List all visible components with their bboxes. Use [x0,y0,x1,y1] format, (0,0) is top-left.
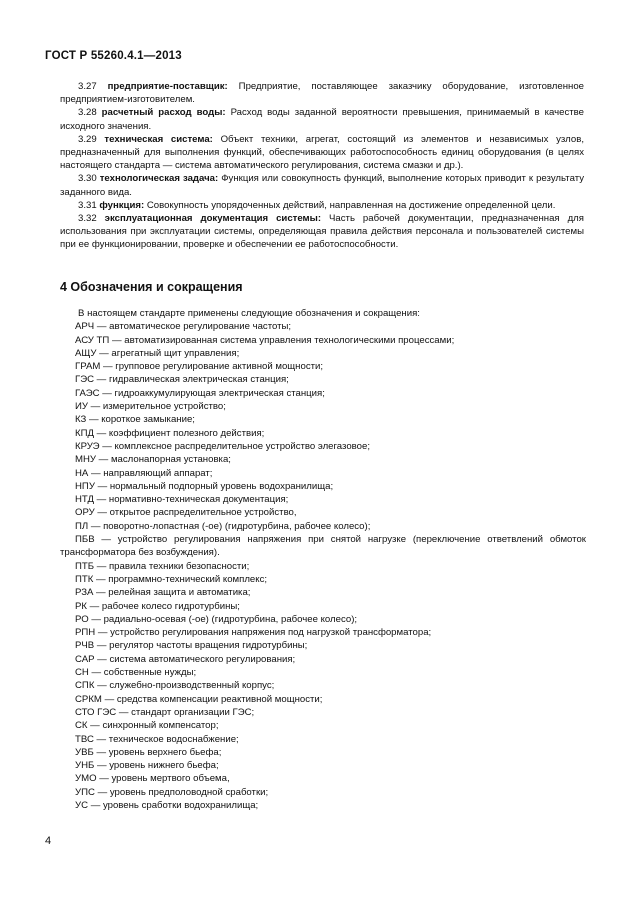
abbreviation-item: РО — радиально-осевая (-ое) (гидротурбина, рабочее колесо); [75,613,358,625]
abbreviations-list [60,320,586,812]
abbreviation-item: САР — система автоматического регулирования; [75,653,296,665]
abbreviation-item: УНБ — уровень нижнего бьефа; [75,760,219,772]
abbreviation-item: АЩУ — агрегатный щит управления; [75,347,240,359]
abbreviation-item: РК — рабочее колесо гидротурбины; [75,600,240,612]
definition-term: технологическая задача: [99,173,219,185]
definition-number: 3.28 [78,107,97,119]
definition-term: техническая система: [104,133,213,145]
definition-number: 3.32 [78,213,97,225]
document-header: ГОСТ Р 55260.4.1—2013 [45,50,182,62]
abbreviation-item: ОРУ — открытое распределительное устройство, [75,507,297,519]
abbreviation-item: ПБВ — устройство регулирования напряжения при снятой нагрузке (переключение ответвлений обмоток трансформатора без возбуждения). [60,534,586,559]
abbreviation-item: АРЧ — автоматическое регулирование частоты; [75,321,292,333]
abbreviation-item: УМО — уровень мертвого объема, [75,773,230,785]
definition-text: Функция или совокупность функций, выполнение которых приводит к результату заданного вида. [60,173,584,198]
abbreviation-item: ПТБ — правила техники безопасности; [75,560,250,572]
abbreviation-item: ГРАМ — групповое регулирование активной мощности; [75,361,324,373]
definition-term: эксплуатационная документация системы: [104,213,322,225]
definition-item [60,80,584,106]
abbreviation-item: РЧВ — регулятор частоты вращения гидротурбины; [75,640,308,652]
abbreviation-item: ПТК — программно-технический комплекс; [75,573,268,585]
abbreviation-item: РПН — устройство регулирования напряжения под нагрузкой трансформатора; [75,627,432,639]
definitions-list [60,80,584,252]
definition-text: Объект техники, агрегат, состоящий из элементов и независимых узлов, предназначенный для выполнения функций, обеспечивающих работоспособность единиц оборудования (в целях настоящего стандарта — система автоматического регулирования, система смазки и др.). [60,133,584,172]
definition-number: 3.27 [78,81,97,92]
abbreviation-item: СРКМ — средства компенсации реактивной мощности; [75,693,323,705]
definition-term: расчетный расход воды: [101,107,226,119]
abbreviation-item: КРУЭ — комплексное распределительное устройство элегазовое; [75,440,370,452]
definition-item [60,172,584,198]
page-number: 4 [45,835,52,847]
abbreviations-block [60,307,586,812]
abbreviation-item: СН — собственные нужды; [75,667,197,679]
abbreviation-item: НА — направляющий аппарат; [75,467,213,479]
definition-text: Часть рабочей документации, предназначенная для использования при эксплуатации системы, определяющая правила действия персонала и пользователей системы при ее функционировании, проверке и обеспечении ее работоспособности. [60,213,584,251]
abbreviation-item: АСУ ТП — автоматизированная система управления технологическими процессами; [75,334,455,346]
abbreviation-item: СПК — служебно-производственный корпус; [75,680,275,692]
abbreviation-item: МНУ — маслонапорная установка; [75,454,231,466]
definition-item [60,199,584,212]
abbreviation-item: ИУ — измерительное устройство; [75,401,226,413]
abbreviation-item: ПЛ — поворотно-лопастная (-ое) (гидротурбина, рабочее колесо); [75,520,371,532]
abbreviation-item: СТО ГЭС — стандарт организации ГЭС; [75,706,255,718]
abbreviation-item: ГАЭС — гидроаккумулирующая электрическая станция; [75,387,325,399]
definition-number: 3.30 [78,173,97,185]
abbreviation-item: РЗА — релейная защита и автоматика; [75,587,251,599]
abbreviation-item: КЗ — короткое замыкание; [75,414,195,426]
abbreviation-item: ГЭС — гидравлическая электрическая станция; [75,374,289,386]
abbreviation-item: УВБ — уровень верхнего бьефа; [75,746,222,758]
definition-term: функция: [99,199,145,211]
definition-text: Совокупность упорядоченных действий, направленная на достижение определенной цели. [144,199,556,211]
abbreviation-item: КПД — коэффициент полезного действия; [75,427,265,439]
definition-item [60,106,584,132]
definition-text: Предприятие, поставляющее заказчику оборудование, изготовленное предприятием-изготовителем. [60,81,584,106]
abbreviation-item: СК — синхронный компенсатор; [75,720,219,732]
definition-number: 3.29 [78,133,97,145]
section-intro: В настоящем стандарте применены следующие обозначения и сокращения: [78,308,420,319]
definition-term: предприятие-поставщик: [107,81,228,92]
abbreviation-item: ТВС — техническое водоснабжение; [75,733,239,745]
section-title: 4 Обозначения и сокращения [60,280,243,294]
abbreviation-item: НПУ — нормальный подпорный уровень водохранилища; [75,480,334,492]
definition-number: 3.31 [78,199,97,211]
abbreviation-item: УПС — уровень предполоводной сработки; [75,786,269,798]
abbreviation-item: НТД — нормативно-техническая документация; [75,494,289,506]
abbreviation-item: УС — уровень сработки водохранилища; [75,799,259,811]
definition-text: Расход воды заданной вероятности превышения, принимаемый в качестве исходного значения. [60,107,584,132]
definition-item [60,133,584,173]
definition-item [60,212,584,252]
